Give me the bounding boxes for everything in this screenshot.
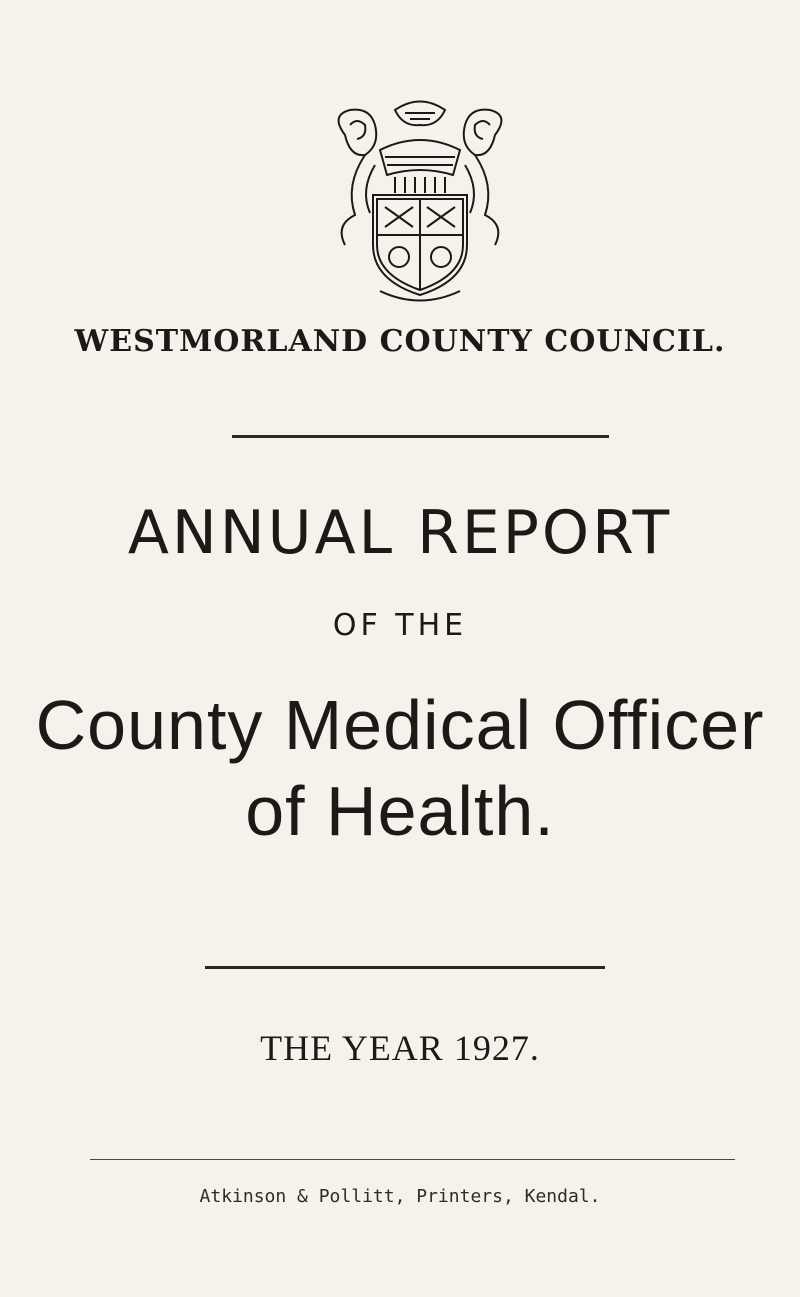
divider-rule (232, 435, 609, 438)
subject-line-1: County Medical Officer (35, 686, 765, 764)
subject-line-2: of Health. (245, 772, 555, 850)
year-line: THE YEAR 1927. (260, 1028, 540, 1068)
of-the-label: OF THE (332, 608, 468, 643)
printer-imprint: Atkinson & Pollitt, Printers, Kendal. (199, 1186, 601, 1207)
footer-rule (90, 1159, 735, 1160)
coat-of-arms-icon (325, 95, 515, 305)
report-title: ANNUAL REPORT (127, 498, 673, 568)
divider-rule (205, 966, 605, 969)
council-title: WESTMORLAND COUNTY COUNCIL. (74, 324, 726, 359)
